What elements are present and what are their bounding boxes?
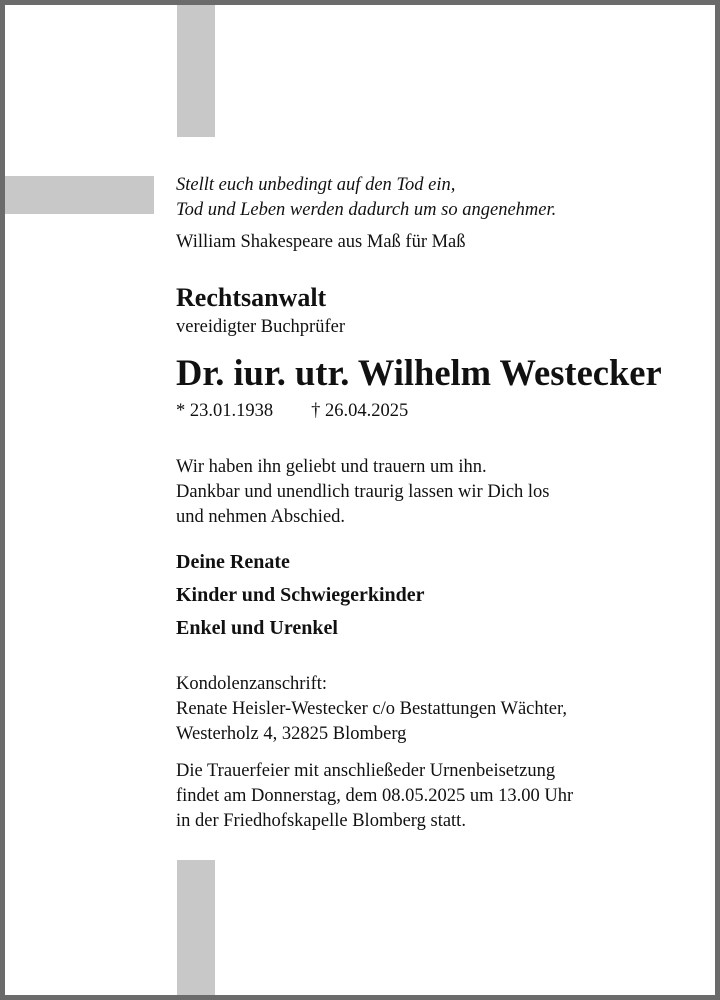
message-line: Dankbar und unendlich traurig lassen wir Dich los xyxy=(176,482,550,502)
life-dates xyxy=(176,399,408,423)
quote-author: William Shakespeare aus Maß für Maß xyxy=(176,232,466,252)
quote-line: Stellt euch unbedingt auf den Tod ein, xyxy=(176,175,456,195)
message-line: und nehmen Abschied. xyxy=(176,507,346,527)
profession-heading: Rechtsanwalt xyxy=(176,283,327,312)
deceased-name: Dr. iur. utr. Wilhelm Westecker xyxy=(176,352,662,393)
death-date: † 26.04.2025 xyxy=(311,401,409,421)
message-line: Wir haben ihn geliebt und trauern um ihn. xyxy=(176,457,487,477)
condolence-line: Westerholz 4, 32825 Blomberg xyxy=(176,724,407,744)
mourning-message xyxy=(176,455,550,530)
condolence-line: Renate Heisler-Westecker c/o Bestattungen Wächter, xyxy=(176,699,568,719)
mourner-item: Deine Renate xyxy=(176,551,290,573)
quote-line: Tod und Leben werden dadurch um so angenehmer. xyxy=(176,200,557,220)
mourners-list xyxy=(176,546,425,645)
cross-horizontal-bar xyxy=(5,176,154,214)
funeral-service-info xyxy=(176,759,573,834)
profession-subtitle: vereidigter Buchprüfer xyxy=(176,317,345,337)
condolence-line: Kondolenzanschrift: xyxy=(176,674,328,694)
cross-vertical-bottom-bar xyxy=(177,860,215,995)
mourner-item: Kinder und Schwiegerkinder xyxy=(176,584,425,606)
condolence-address xyxy=(176,672,567,747)
cross-vertical-top-bar xyxy=(177,5,215,137)
mourner-item: Enkel und Urenkel xyxy=(176,617,338,639)
service-line: in der Friedhofskapelle Blomberg statt. xyxy=(176,811,466,831)
quote xyxy=(176,173,556,223)
birth-date: * 23.01.1938 xyxy=(176,401,274,421)
service-line: findet am Donnerstag, dem 08.05.2025 um 13.00 Uhr xyxy=(176,786,574,806)
service-line: Die Trauerfeier mit anschließeder Urnenbeisetzung xyxy=(176,761,556,781)
